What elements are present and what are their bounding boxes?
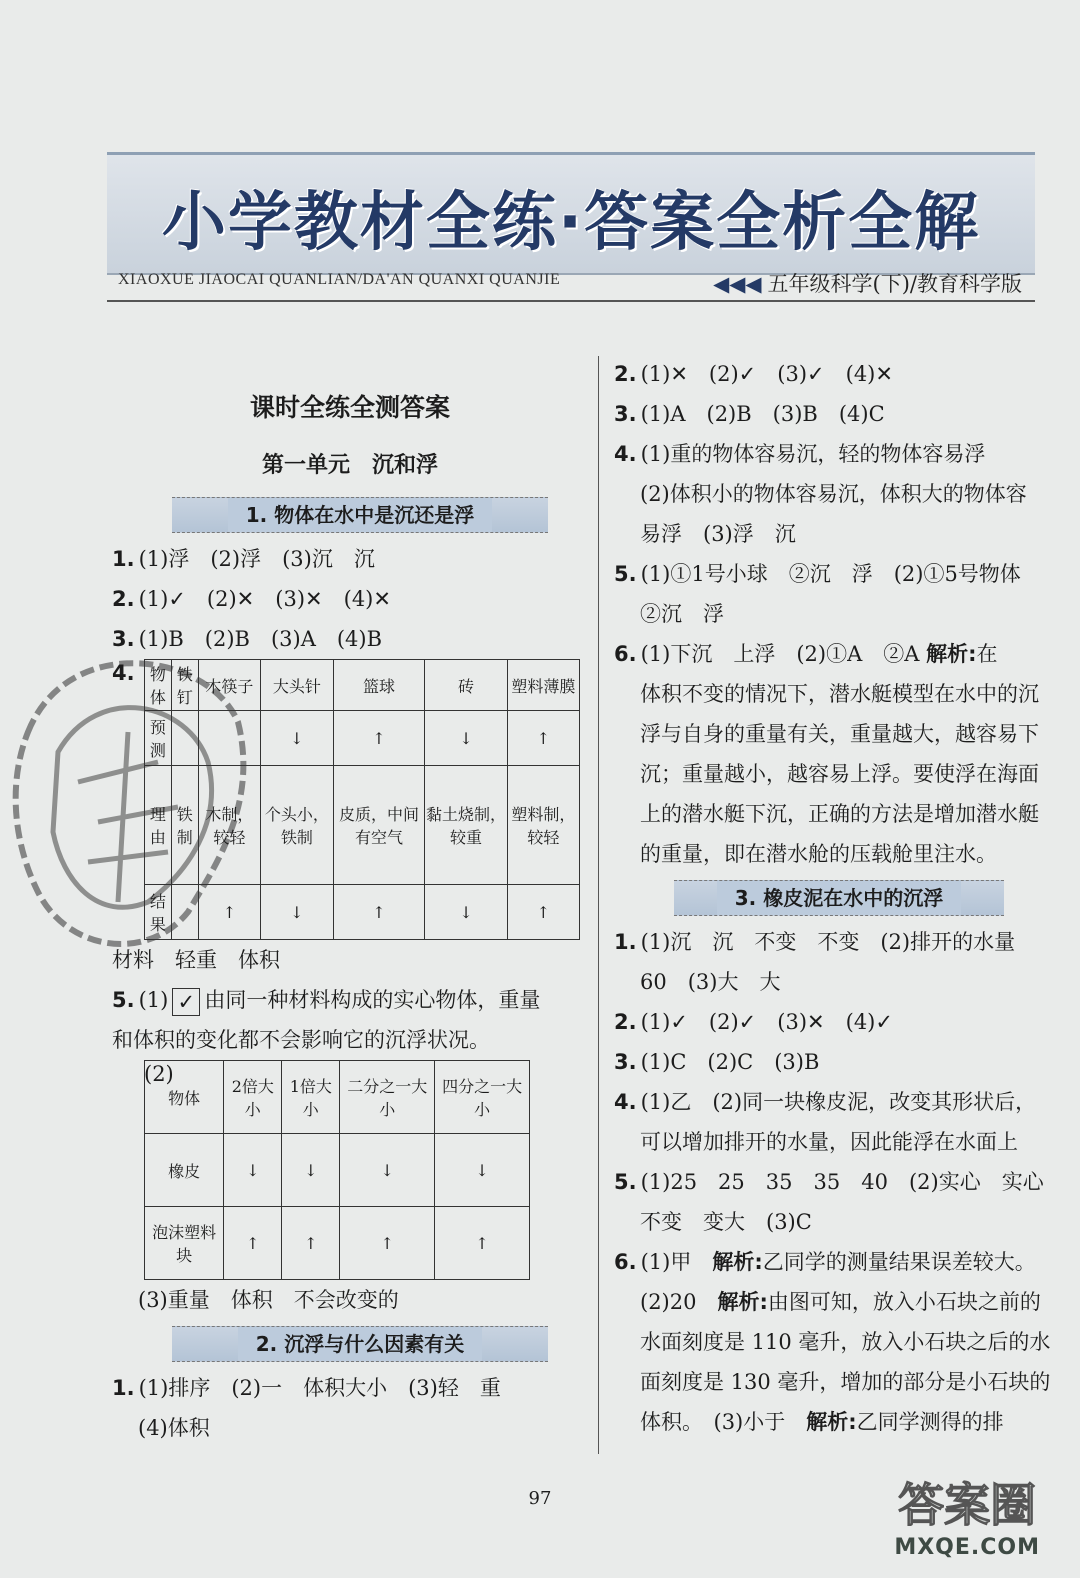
answer-item: 体积。 (3)小于 解析:乙同学测得的排 bbox=[640, 1410, 1004, 1434]
answer-item: 不变 变大 (3)C bbox=[640, 1210, 812, 1234]
answer-item: 2. (1)✓ (2)✓ (3)✕ (4)✓ bbox=[614, 1010, 893, 1034]
section-heading-2: 2. 沉浮与什么因素有关 bbox=[172, 1326, 548, 1362]
title-banner bbox=[107, 152, 1035, 275]
watermark-logo: 答案圈 bbox=[898, 1478, 1037, 1532]
page-number: 97 bbox=[528, 1488, 552, 1509]
right-column bbox=[614, 354, 1064, 1442]
answer-item: 60 (3)大 大 bbox=[640, 970, 781, 994]
answer-item: 浮与自身的重量有关，重量越大，越容易下 bbox=[640, 722, 1039, 746]
answer-item: ②沉 浮 bbox=[640, 602, 724, 626]
answer-item: 4. (1)乙 (2)同一块橡皮泥，改变其形状后， bbox=[614, 1090, 1037, 1114]
answer-item: 2. (1)✓ (2)✕ (3)✕ (4)✕ bbox=[112, 587, 391, 611]
answer-item: 的重量，即在潜水舱的压载舱里注水。 bbox=[640, 842, 997, 866]
answer-item: 3. (1)B (2)B (3)A (4)B bbox=[112, 627, 383, 651]
answer-item: (3)重量 体积 不会改变的 bbox=[138, 1288, 399, 1312]
section-heading-1: 1. 物体在水中是沉还是浮 bbox=[172, 497, 548, 533]
answer-item: 面刻度是 130 毫升，增加的部分是小石块的 bbox=[640, 1370, 1051, 1394]
answer-item: 2. (1)✕ (2)✓ (3)✓ (4)✕ bbox=[614, 362, 893, 386]
triple-arrow-icon: ◀◀◀ bbox=[713, 272, 762, 296]
checkbox-checked-icon: ✓ bbox=[172, 988, 200, 1016]
answer-item: 4. (1)重的物体容易沉，轻的物体容易浮 bbox=[614, 442, 986, 466]
answer-item: 易浮 (3)浮 沉 bbox=[640, 522, 796, 546]
answer-item: 3. (1)C (2)C (3)B bbox=[614, 1050, 820, 1074]
size-table: 物体 2倍大小 1倍大小 二分之一大小 四分之一大小 橡皮 ↓ ↓ ↓ ↓ 泡沫塑料块 ↑ ↑ ↑ ↑ bbox=[144, 1060, 530, 1280]
section-heading-3: 3. 橡皮泥在水中的沉浮 bbox=[674, 880, 1004, 916]
answer-item: 5. (1) ✓ 由同一种材料构成的实心物体，重量 bbox=[112, 988, 541, 1014]
answer-item: 1. (1)排序 (2)一 体积大小 (3)轻 重 bbox=[112, 1376, 501, 1400]
answer-item: 沉；重量越小，越容易上浮。要使浮在海面 bbox=[640, 762, 1039, 786]
answer-item: 体积不变的情况下，潜水艇模型在水中的沉 bbox=[640, 682, 1039, 706]
watermark-url: MXQE.COM bbox=[894, 1535, 1040, 1560]
answer-item: 和体积的变化都不会影响它的沉浮状况。 bbox=[112, 1028, 490, 1052]
answer-item: (4)体积 bbox=[138, 1416, 210, 1440]
title-pinyin: XIAOXUE JIAOCAI QUANLIAN/DA'AN QUANXI QUANJIE bbox=[118, 271, 561, 288]
header-rule bbox=[107, 300, 1035, 302]
answer-item: 6. (1)下沉 上浮 (2)①A ②A 解析:在 bbox=[614, 642, 998, 666]
edition-label bbox=[713, 268, 1022, 298]
answer-item: 4. 物体 铁钉 木筷子 大头针 篮球 砖 塑料薄膜 预测 ↓ ↑ ↓ ↑ 理由 铁制 木制，较轻 个头小，铁制 皮质，中间有空气 黏土烧制，较重 塑料制，较轻 结果 ↑ ↓ ↑ ↓ ↑ bbox=[112, 659, 588, 940]
answer-item: 1. (1)浮 (2)浮 (3)沉 沉 bbox=[112, 547, 375, 571]
answer-item: 材料 轻重 体积 bbox=[112, 948, 280, 972]
answer-item: 5. (1)25 25 35 35 40 (2)实心 实心 bbox=[614, 1170, 1044, 1194]
observation-table: 物体 铁钉 木筷子 大头针 篮球 砖 塑料薄膜 预测 ↓ ↑ ↓ ↑ 理由 铁制 木制，较轻 个头小，铁制 皮质，中间有空气 黏土烧制，较重 塑料制，较轻 结果 ↑ ↓ ↑ ↓ ↑ bbox=[144, 659, 580, 940]
answer-item: (2)体积小的物体容易沉，体积大的物体容 bbox=[640, 482, 1027, 506]
answer-item: (2)20 解析:由图可知，放入小石块之前的 bbox=[640, 1290, 1041, 1314]
answer-item: 6. (1)甲 解析:乙同学的测量结果误差较大。 bbox=[614, 1250, 1036, 1274]
answers-heading: 课时全练全测答案 bbox=[249, 393, 450, 422]
page-title: 小学教材全练·答案全析全解 bbox=[161, 186, 981, 260]
answer-item: 水面刻度是 110 毫升，放入小石块之后的水 bbox=[640, 1330, 1051, 1354]
left-column bbox=[112, 356, 588, 1448]
column-divider bbox=[598, 356, 599, 1454]
answer-item: 5. (1)①1号小球 ②沉 浮 (2)①5号物体 bbox=[614, 562, 1021, 586]
watermark bbox=[894, 1469, 1040, 1560]
answer-item: 3. (1)A (2)B (3)B (4)C bbox=[614, 402, 885, 426]
answer-item: 1. (1)沉 沉 不变 不变 (2)排开的水量 bbox=[614, 930, 1016, 954]
answer-item: 可以增加排开的水量，因此能浮在水面上 bbox=[640, 1130, 1018, 1154]
unit-heading: 第一单元 沉和浮 bbox=[261, 453, 438, 478]
answer-item: 上的潜水艇下沉，正确的方法是增加潜水艇 bbox=[640, 802, 1039, 826]
answer-item: (2) 物体 2倍大小 1倍大小 二分之一大小 四分之一大小 橡皮 ↓ ↓ ↓ ↓ 泡沫塑料块 ↑ ↑ ↑ ↑ bbox=[112, 1060, 588, 1280]
edition-text: 五年级科学(下)/教育科学版 bbox=[767, 272, 1022, 296]
